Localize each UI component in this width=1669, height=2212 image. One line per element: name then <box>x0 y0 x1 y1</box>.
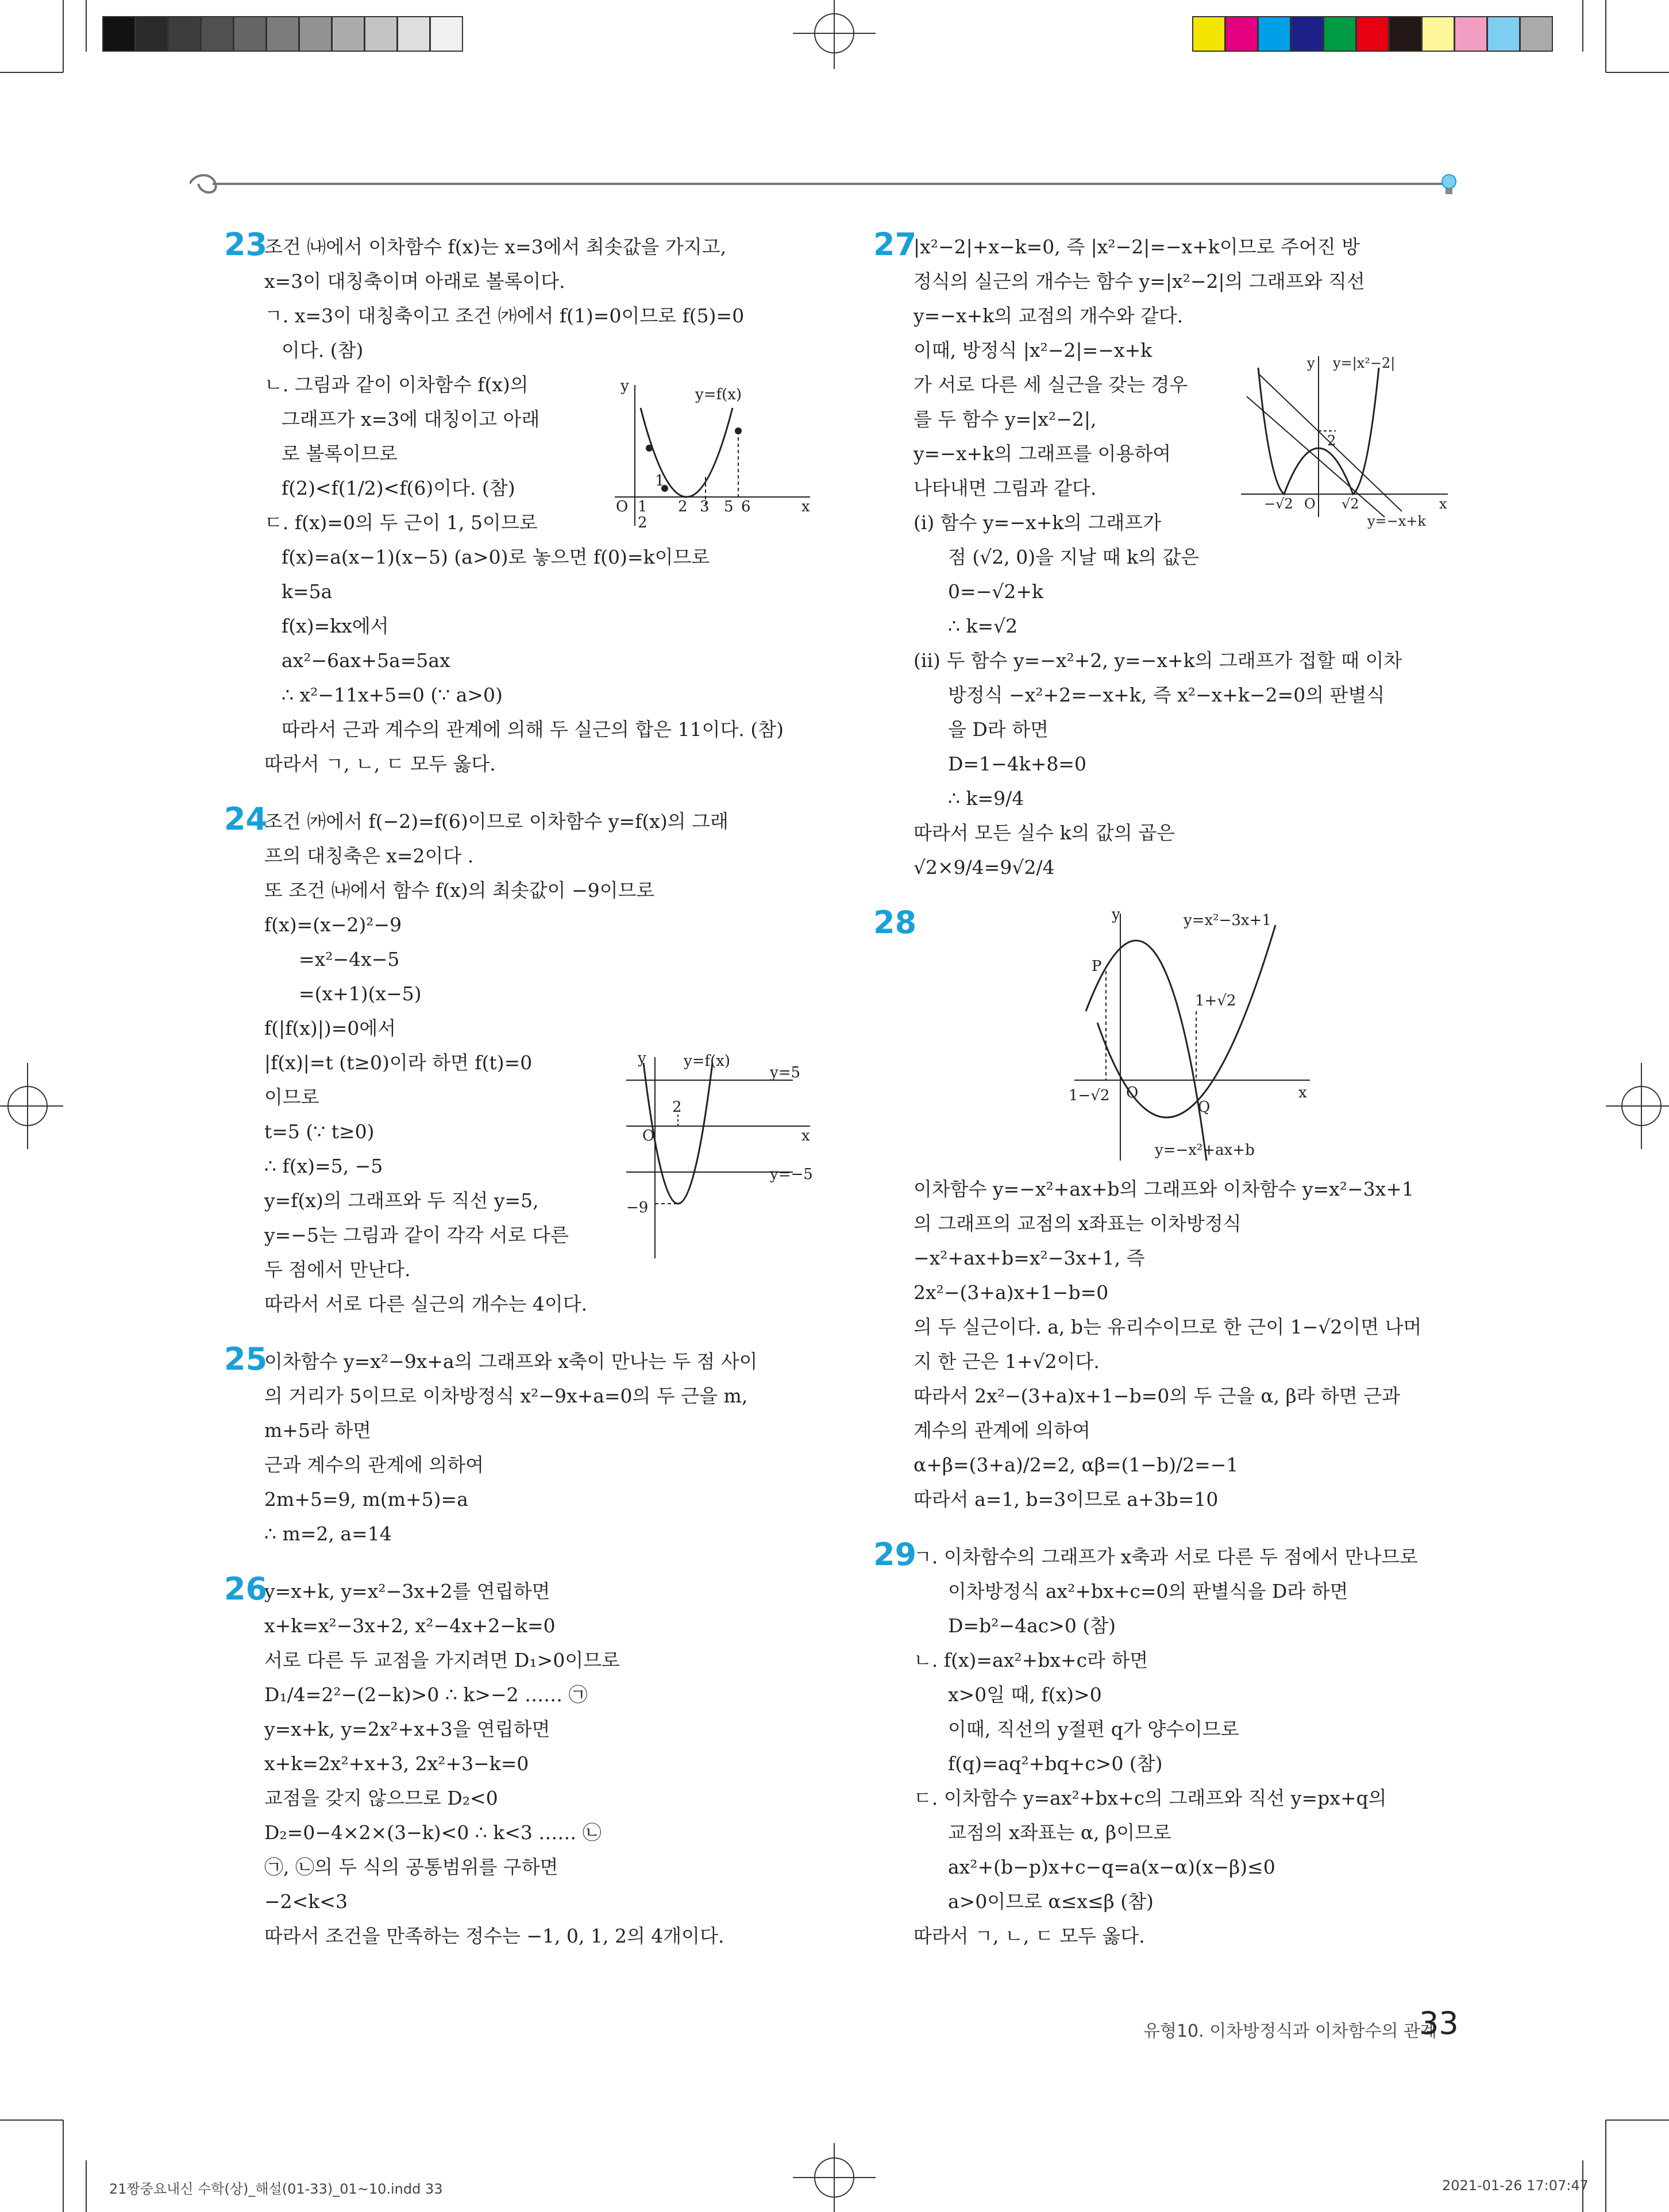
text-line: |f(x)|=t (t≥0)이라 하면 f(t)=0 <box>264 1051 533 1074</box>
solution-26 <box>224 1571 816 1953</box>
text-line: y=−x+k의 교점의 개수와 같다. <box>913 305 1184 327</box>
curve-label: y=−x²+ax+b <box>1155 1142 1255 1159</box>
text-line: 의 두 실근이다. a, b는 유리수이므로 한 근이 1−√2이면 나머 <box>913 1316 1422 1338</box>
axis-label: y <box>1112 908 1120 923</box>
text-line: y=x+k, y=x²−3x+2를 연립하면 <box>264 1580 550 1602</box>
text-line: ∴ k=9/4 <box>948 787 1024 810</box>
text-line: 따라서 ㄱ, ㄴ, ㄷ 모두 옳다. <box>913 1925 1145 1947</box>
text-line: ㄱ. x=3이 대칭축이고 조건 ㈎에서 f(1)=0이므로 f(5)=0 <box>264 305 745 327</box>
text-line: ∴ m=2, a=14 <box>264 1523 392 1545</box>
text-line: f(x)=(x−2)²−9 <box>264 914 402 936</box>
text-line: 교점을 갖지 않으므로 D₂<0 <box>264 1787 498 1809</box>
text-line: 따라서 서로 다른 실근의 개수는 4이다. <box>264 1293 588 1315</box>
text-line: y=x+k, y=2x²+x+3을 연립하면 <box>264 1718 550 1740</box>
problem-number: 23 <box>224 226 268 263</box>
text-line: 프의 대칭축은 x=2이다 . <box>264 845 474 867</box>
text-line: 을 D라 하면 <box>948 718 1049 741</box>
problem-number: 25 <box>224 1341 268 1377</box>
text-line: ㄱ. 이차함수의 그래프가 x축과 서로 다른 두 점에서 만나므로 <box>913 1546 1419 1568</box>
tick-label: 6 <box>741 498 751 515</box>
text-line: 따라서 a=1, b=3이므로 a+3b=10 <box>913 1488 1219 1510</box>
solution-28 <box>873 904 1465 1517</box>
text-line: f(|f(x)|)=0에서 <box>264 1017 396 1039</box>
text-line: −2<k<3 <box>264 1890 348 1913</box>
problem-number: 27 <box>873 226 917 263</box>
tick-label: −9 <box>626 1199 649 1216</box>
line-label: y=−5 <box>770 1166 813 1183</box>
text-line: 두 점에서 만난다. <box>264 1258 411 1281</box>
text-line: 를 두 함수 y=|x²−2|, <box>913 408 1097 430</box>
text-line: 따라서 근과 계수의 관계에 의해 두 실근의 합은 11이다. (참) <box>282 718 784 741</box>
text-line: f(2)<f(1/2)<f(6)이다. (참) <box>282 477 515 499</box>
tick-label: 2 <box>678 498 688 515</box>
tick-label: 2 <box>672 1099 682 1116</box>
tick-label: 2 <box>1327 433 1336 449</box>
origin-label: O <box>1126 1084 1139 1101</box>
text-line: ㄴ. f(x)=ax²+bx+c라 하면 <box>913 1649 1148 1671</box>
text-line: f(x)=kx에서 <box>282 615 389 637</box>
text-line: |x²−2|+x−k=0, 즉 |x²−2|=−x+k이므로 주어진 방 <box>913 236 1360 258</box>
origin-label: O <box>642 1127 655 1144</box>
axis-label: y <box>620 377 629 395</box>
text-line: x+k=x²−3x+2, x²−4x+2−k=0 <box>264 1614 556 1637</box>
text-line: 점 (√2, 0)을 지날 때 k의 값은 <box>948 546 1200 568</box>
tick-label: 1−√2 <box>1069 1087 1110 1104</box>
text-line: k=5a <box>282 580 333 603</box>
text-line: 2x²−(3+a)x+1−b=0 <box>913 1281 1109 1304</box>
text-line: ㄷ. 이차함수 y=ax²+bx+c의 그래프와 직선 y=px+q의 <box>913 1787 1387 1809</box>
text-line: 이차방정식 ax²+bx+c=0의 판별식을 D라 하면 <box>948 1580 1348 1602</box>
text-line: =(x+1)(x−5) <box>299 982 422 1005</box>
text-line: α+β=(3+a)/2=2, αβ=(1−b)/2=−1 <box>913 1454 1239 1476</box>
graph-q28 <box>1069 908 1321 1172</box>
line-label: y=5 <box>770 1064 801 1081</box>
curve-label: y=|x²−2| <box>1333 355 1396 371</box>
text-line: 서로 다른 두 교점을 가지려면 D₁>0이므로 <box>264 1649 620 1671</box>
line-label: y=−x+k <box>1367 513 1426 529</box>
text-line: 의 그래프의 교점의 x좌표는 이차방정식 <box>913 1212 1242 1235</box>
text-line: D=1−4k+8=0 <box>948 753 1087 775</box>
axis-label: y <box>638 1050 646 1067</box>
left-column <box>224 226 816 1976</box>
text-line: x=3이 대칭축이며 아래로 볼록이다. <box>264 270 565 292</box>
text-line: x>0일 때, f(x)>0 <box>948 1683 1102 1706</box>
solution-25 <box>224 1341 816 1551</box>
text-line: 따라서 2x²−(3+a)x+1−b=0의 두 근을 α, β라 하면 근과 <box>913 1385 1401 1407</box>
tick-label: 2 <box>638 514 647 529</box>
origin-label: O <box>616 498 629 515</box>
tick-label: 1 <box>655 472 665 490</box>
point-label: Q <box>1198 1099 1211 1116</box>
axis-label: x <box>801 498 810 515</box>
text-line: 가 서로 다른 세 실근을 갖는 경우 <box>913 373 1188 396</box>
clip-icon <box>190 175 216 192</box>
text-line: D=b²−4ac>0 (참) <box>948 1614 1116 1637</box>
text-line: 조건 ㈎에서 f(−2)=f(6)이므로 이차함수 y=f(x)의 그래 <box>264 810 728 833</box>
tick-label: 1+√2 <box>1195 992 1236 1009</box>
problem-number: 24 <box>224 801 268 837</box>
text-line: ㄷ. f(x)=0의 두 근이 1, 5이므로 <box>264 511 538 534</box>
solution-27 <box>873 226 1465 885</box>
text-line: f(x)=a(x−1)(x−5) (a>0)로 놓으면 f(0)=k이므로 <box>282 546 710 568</box>
text-line: 이때, 직선의 y절편 q가 양수이므로 <box>948 1718 1239 1740</box>
graph-q23 <box>609 373 816 529</box>
tick-label: √2 <box>1342 496 1359 512</box>
text-line: 그래프가 x=3에 대칭이고 아래 <box>282 408 540 430</box>
text-line: t=5 (∵ t≥0) <box>264 1120 375 1143</box>
text-line: √2×9/4=9√2/4 <box>913 856 1055 878</box>
print-date: 2021-01-26 17:07:47 <box>1442 2178 1589 2194</box>
text-line: 따라서 ㄱ, ㄴ, ㄷ 모두 옳다. <box>264 753 496 775</box>
text-line: m+5라 하면 <box>264 1419 372 1442</box>
curve-label: y=f(x) <box>684 1053 731 1070</box>
graph-q24 <box>620 1046 816 1264</box>
text-line: 따라서 모든 실수 k의 값의 곱은 <box>913 822 1175 844</box>
text-line: =x²−4x−5 <box>299 948 400 970</box>
chapter-title: 유형10. 이차방정식과 이차함수의 관계 <box>1143 2021 1437 2041</box>
curve-label: y=x²−3x+1 <box>1184 912 1271 929</box>
text-line: 로 볼록이므로 <box>282 442 398 465</box>
text-line: ㄴ. 그림과 같이 이차함수 f(x)의 <box>264 373 529 396</box>
right-column <box>873 226 1465 1976</box>
solution-24 <box>224 801 816 1321</box>
text-line: 0=−√2+k <box>948 580 1043 603</box>
text-line: ax²−6ax+5a=5ax <box>282 649 450 672</box>
text-line: D₁/4=2²−(2−k)>0 ∴ k>−2 …… ㉠ <box>264 1683 588 1706</box>
text-line: 2m+5=9, m(m+5)=a <box>264 1488 468 1510</box>
text-line: 방정식 −x²+2=−x+k, 즉 x²−x+k−2=0의 판별식 <box>948 684 1385 706</box>
text-line: f(q)=aq²+bq+c>0 (참) <box>948 1752 1163 1775</box>
lightbulb-icon <box>1442 175 1456 194</box>
axis-label: x <box>801 1127 810 1144</box>
tick-label: −√2 <box>1264 496 1293 512</box>
solution-23 <box>224 226 816 781</box>
text-line: ∴ f(x)=5, −5 <box>264 1155 383 1177</box>
text-line: ∴ k=√2 <box>948 615 1018 637</box>
text-line: 또 조건 ㈏에서 함수 f(x)의 최솟값이 −9이므로 <box>264 879 655 901</box>
text-line: 조건 ㈏에서 이차함수 f(x)는 x=3에서 최솟값을 가지고, <box>264 236 727 258</box>
solution-29 <box>873 1536 1465 1953</box>
tick-label: 3 <box>700 498 710 515</box>
text-line: y=−x+k의 그래프를 이용하여 <box>913 442 1171 465</box>
text-line: 의 거리가 5이므로 이차방정식 x²−9x+a=0의 두 근을 m, <box>264 1385 748 1407</box>
text-line: y=f(x)의 그래프와 두 직선 y=5, <box>264 1189 539 1212</box>
text-line: x+k=2x²+x+3, 2x²+3−k=0 <box>264 1752 529 1775</box>
text-line: (ⅱ) 두 함수 y=−x²+2, y=−x+k의 그래프가 접할 때 이차 <box>913 649 1402 672</box>
text-line: 계수의 관계에 의하여 <box>913 1419 1090 1442</box>
text-line: 이므로 <box>264 1086 319 1108</box>
problem-number: 26 <box>224 1571 268 1607</box>
axis-label: y <box>1307 355 1315 371</box>
point-label: P <box>1092 958 1102 975</box>
text-line: −x²+ax+b=x²−3x+1, 즉 <box>913 1247 1145 1269</box>
text-line: ax²+(b−p)x+c−q=a(x−α)(x−β)≤0 <box>948 1856 1275 1878</box>
text-line: D₂=0−4×2×(3−k)<0 ∴ k<3 …… ㉡ <box>264 1821 602 1844</box>
text-line: a>0이므로 α≤x≤β (참) <box>948 1890 1154 1913</box>
text-line: 정식의 실근의 개수는 함수 y=|x²−2|의 그래프와 직선 <box>913 270 1365 292</box>
header-rule <box>190 167 1471 201</box>
text-line: (ⅰ) 함수 y=−x+k의 그래프가 <box>913 511 1162 534</box>
curve-label: y=f(x) <box>695 386 742 403</box>
text-line: 따라서 조건을 만족하는 정수는 −1, 0, 1, 2의 4개이다. <box>264 1925 724 1947</box>
text-line: ∴ x²−11x+5=0 (∵ a>0) <box>282 684 503 706</box>
text-line: 근과 계수의 관계에 의하여 <box>264 1454 484 1476</box>
file-name: 21짱중요내신 수학(상)_해설(01-33)_01~10.indd 33 <box>109 2181 443 2197</box>
text-line: 교점의 x좌표는 α, β이므로 <box>948 1821 1171 1844</box>
graph-q27 <box>1235 345 1454 529</box>
text-line: 나타내면 그림과 같다. <box>913 477 1097 499</box>
text-line: 이다. (참) <box>282 339 364 361</box>
text-line: 이때, 방정식 |x²−2|=−x+k <box>913 339 1153 361</box>
axis-label: x <box>1439 496 1447 512</box>
origin-label: O <box>1304 496 1316 512</box>
problem-number: 28 <box>873 904 917 941</box>
problem-number: 29 <box>873 1536 917 1573</box>
page-number: 33 <box>1419 2005 1459 2041</box>
text-line: 이차함수 y=x²−9x+a의 그래프와 x축이 만나는 두 점 사이 <box>264 1350 758 1373</box>
text-line: y=−5는 그림과 같이 각각 서로 다른 <box>264 1224 569 1246</box>
text-line: ㉠, ㉡의 두 식의 공통범위를 구하면 <box>264 1856 558 1878</box>
text-line: 이차함수 y=−x²+ax+b의 그래프와 이차함수 y=x²−3x+1 <box>913 1178 1414 1200</box>
text-line: 지 한 근은 1+√2이다. <box>913 1350 1100 1373</box>
axis-label: x <box>1298 1084 1307 1101</box>
tick-label: 5 <box>724 498 734 515</box>
tick-label: 1 <box>638 498 647 515</box>
